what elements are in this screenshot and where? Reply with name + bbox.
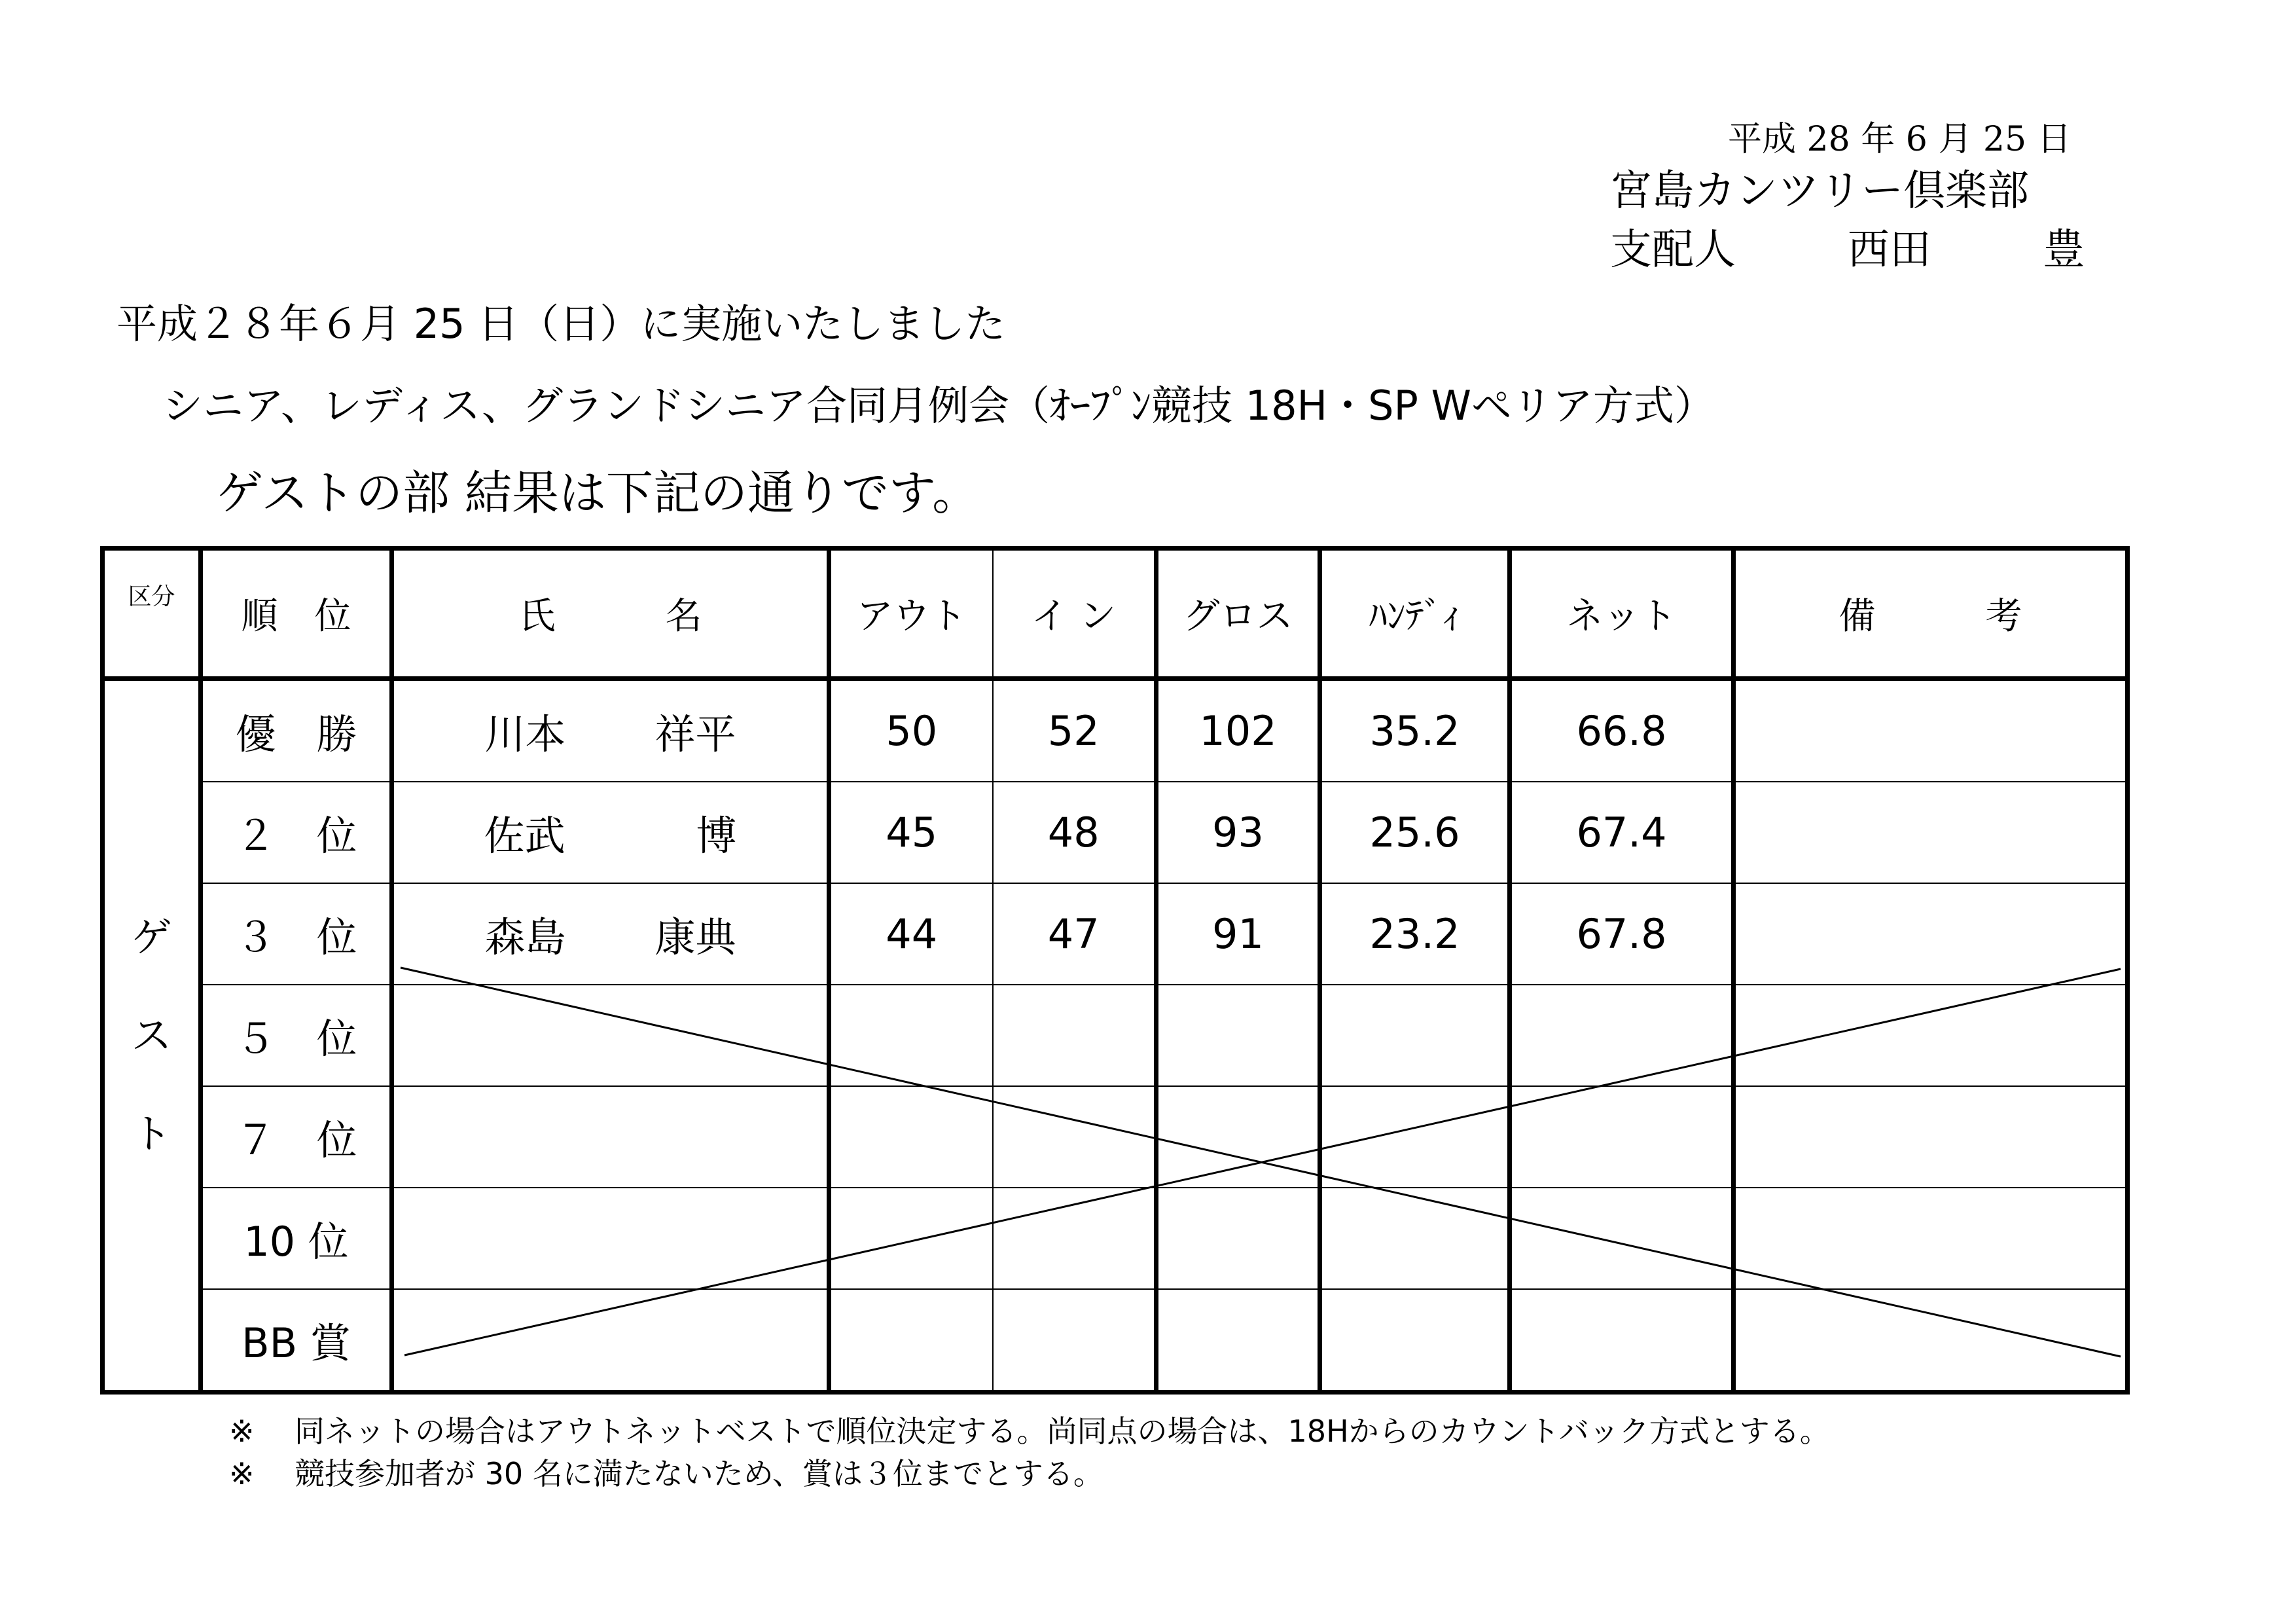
category-char: ス	[131, 1011, 172, 1059]
out-score-cell: 45	[829, 782, 993, 883]
note-2	[229, 1450, 1103, 1493]
handicap-cell: 23.2	[1320, 883, 1510, 985]
handicap-cell	[1320, 1289, 1510, 1393]
intro-line-3: ゲストの部 結果は下記の通りです。	[216, 465, 980, 520]
note-1	[229, 1408, 1830, 1451]
out-score-cell	[829, 985, 993, 1086]
gross-score-cell	[1157, 1188, 1320, 1289]
gross-score-cell	[1157, 1086, 1320, 1188]
table-row	[103, 883, 2128, 985]
handicap-cell: 25.6	[1320, 782, 1510, 883]
net-score-cell	[1510, 1086, 1734, 1188]
remarks-cell	[1734, 679, 2128, 782]
rank-cell: ７ 位	[201, 1086, 392, 1188]
rank-cell: 10 位	[201, 1188, 392, 1289]
header-out: アウト	[829, 549, 993, 679]
header-remarks: 備 考	[1734, 549, 2128, 679]
handicap-cell	[1320, 1188, 1510, 1289]
handicap-cell	[1320, 1086, 1510, 1188]
document-date: 平成 28 年 6 月 25 日	[1728, 120, 2072, 159]
gross-score-cell: 91	[1157, 883, 1320, 985]
player-family-name: 川本	[484, 710, 566, 758]
in-score-cell	[993, 1289, 1157, 1393]
player-name-cell	[392, 679, 829, 782]
player-given-name: 博	[696, 812, 737, 860]
category-char: ト	[131, 1109, 172, 1158]
in-score-cell	[993, 1188, 1157, 1289]
club-name: 宮島カンツリー倶楽部	[1610, 167, 2029, 215]
manager-surname: 西田	[1847, 226, 1931, 274]
manager-title: 支配人	[1610, 226, 1736, 274]
results-table	[100, 546, 2130, 1395]
out-score-cell: 44	[829, 883, 993, 985]
rank-cell: ５ 位	[201, 985, 392, 1086]
remarks-cell	[1734, 1188, 2128, 1289]
note-mark: ※	[229, 1413, 255, 1449]
table-row	[103, 1289, 2128, 1393]
header-net: ネット	[1510, 549, 1734, 679]
rank-cell: 優 勝	[201, 679, 392, 782]
gross-score-cell	[1157, 985, 1320, 1086]
player-name-cell	[392, 985, 829, 1086]
player-given-name: 康典	[655, 913, 736, 961]
table-row	[103, 679, 2128, 782]
header-name: 氏 名	[392, 549, 829, 679]
net-score-cell: 67.4	[1510, 782, 1734, 883]
out-score-cell	[829, 1188, 993, 1289]
note-1-text: 同ネットの場合はアウトネットベストで順位決定する。尚同点の場合は、18Hからのカウントバック方式とする。	[295, 1413, 1830, 1449]
table-row	[103, 1086, 2128, 1188]
net-score-cell	[1510, 985, 1734, 1086]
player-name-cell	[392, 1289, 829, 1393]
header-in: イ ン	[993, 549, 1157, 679]
remarks-cell	[1734, 985, 2128, 1086]
table-header-row	[103, 549, 2128, 679]
in-score-cell: 52	[993, 679, 1157, 782]
category-cell	[103, 679, 201, 1393]
intro-line-2: シニア、レディス、グランドシニア合同月例会（ｵｰﾌﾟﾝ競技 18H・SP Wペリア方式）	[162, 382, 1715, 429]
out-score-cell	[829, 1289, 993, 1393]
gross-score-cell	[1157, 1289, 1320, 1393]
category-char: ゲ	[131, 913, 172, 961]
note-2-text: 競技参加者が 30 名に満たないため、賞は３位までとする。	[295, 1456, 1103, 1491]
in-score-cell: 47	[993, 883, 1157, 985]
player-name-cell	[392, 883, 829, 985]
remarks-cell	[1734, 782, 2128, 883]
gross-score-cell: 102	[1157, 679, 1320, 782]
category-label	[105, 888, 198, 1183]
rank-cell: BB 賞	[201, 1289, 392, 1393]
player-family-name: 森島	[484, 913, 566, 961]
rank-cell: ３ 位	[201, 883, 392, 985]
player-given-name: 祥平	[655, 710, 736, 758]
header-handicap: ﾊﾝﾃﾞｨ	[1320, 549, 1510, 679]
manager-line	[1610, 216, 2085, 276]
table-row	[103, 782, 2128, 883]
player-name-cell	[392, 782, 829, 883]
table-row	[103, 985, 2128, 1086]
handicap-cell	[1320, 985, 1510, 1086]
in-score-cell: 48	[993, 782, 1157, 883]
in-score-cell	[993, 1086, 1157, 1188]
header-rank: 順 位	[201, 549, 392, 679]
net-score-cell: 67.8	[1510, 883, 1734, 985]
gross-score-cell: 93	[1157, 782, 1320, 883]
remarks-cell	[1734, 1086, 2128, 1188]
player-family-name: 佐武	[484, 812, 565, 860]
manager-given-name: 豊	[2043, 226, 2085, 274]
player-name-cell	[392, 1188, 829, 1289]
net-score-cell	[1510, 1289, 1734, 1393]
rank-cell: ２ 位	[201, 782, 392, 883]
note-mark: ※	[229, 1456, 255, 1491]
net-score-cell: 66.8	[1510, 679, 1734, 782]
header-category: 区分	[103, 549, 201, 679]
remarks-cell	[1734, 883, 2128, 985]
out-score-cell	[829, 1086, 993, 1188]
handicap-cell: 35.2	[1320, 679, 1510, 782]
player-name-cell	[392, 1086, 829, 1188]
out-score-cell: 50	[829, 679, 993, 782]
table-row	[103, 1188, 2128, 1289]
in-score-cell	[993, 985, 1157, 1086]
header-gross: グロス	[1157, 549, 1320, 679]
net-score-cell	[1510, 1188, 1734, 1289]
intro-line-1: 平成２８年６月 25 日（日）に実施いたしました	[117, 300, 1006, 348]
remarks-cell	[1734, 1289, 2128, 1393]
